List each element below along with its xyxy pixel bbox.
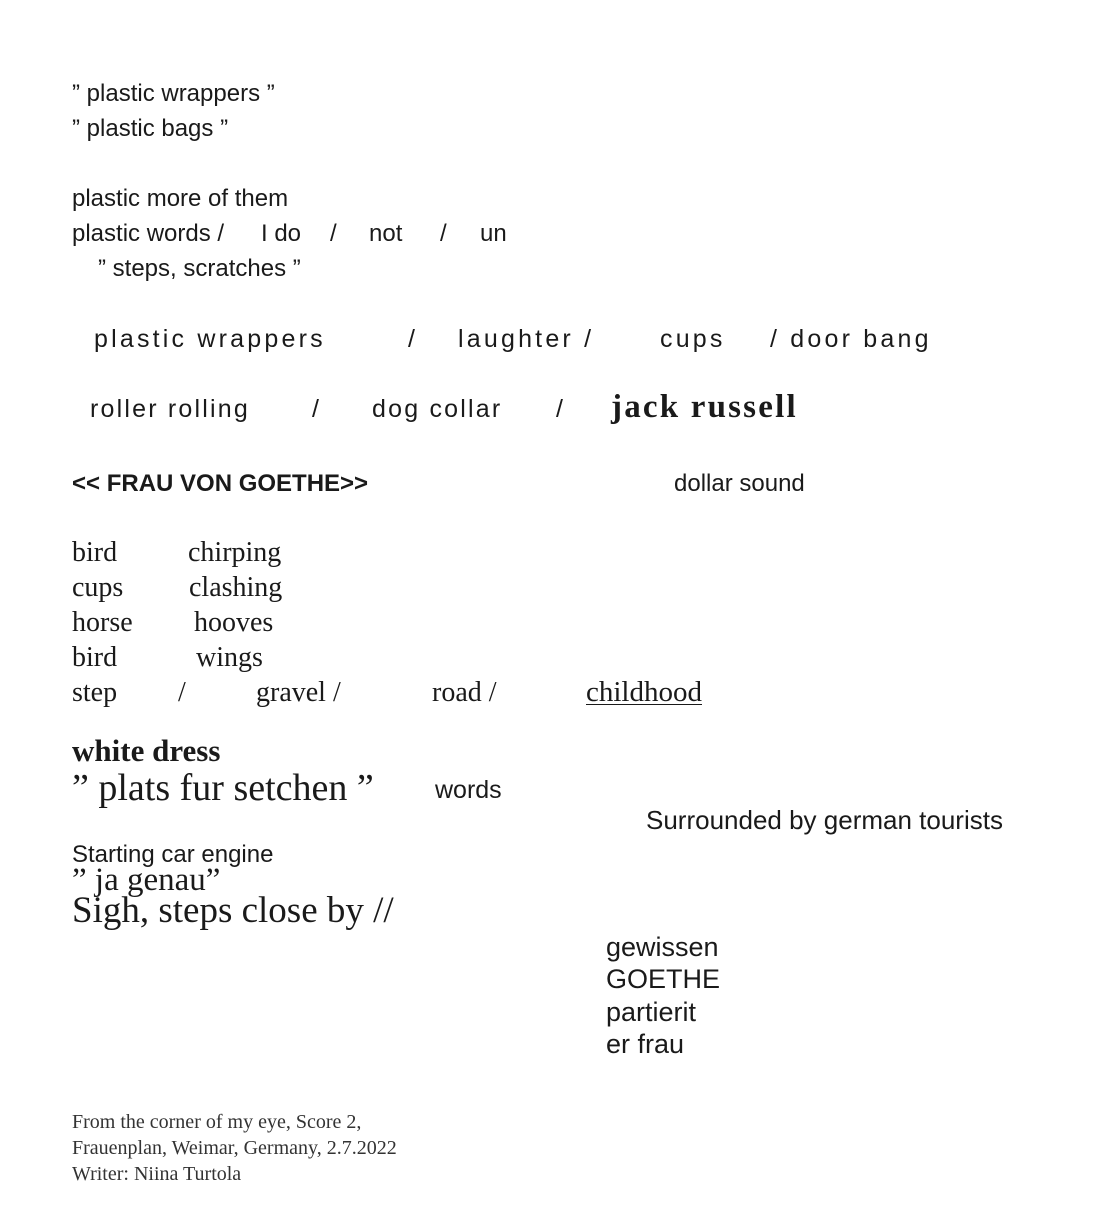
white-dress: white dress [72, 733, 221, 768]
goethe: GOETHE [606, 964, 721, 994]
plastic-words-c: / [330, 220, 337, 247]
step-row-a: step [72, 677, 118, 708]
credits-writer: Writer: Niina Turtola [72, 1163, 242, 1185]
plastic-words-e: / [440, 220, 447, 247]
er-frau: er frau [606, 1029, 685, 1059]
pair-right-3: hooves [194, 607, 274, 638]
row-wrappers-d: cups [660, 325, 726, 353]
step-row-c: gravel / [256, 677, 341, 708]
credits-title: From the corner of my eye, Score 2, [72, 1111, 362, 1133]
row-wrappers-b: / [408, 325, 415, 353]
pair-right-4: wings [196, 642, 263, 673]
childhood: childhood [586, 676, 702, 708]
plats-fur-setchen: ” plats fur setchen ” [72, 767, 374, 809]
surrounded-by-german-tourists: Surrounded by german tourists [646, 805, 1003, 835]
plastic-wrappers-quote: ” plastic wrappers ” [72, 80, 275, 107]
row-wrappers-a: plastic wrappers [94, 325, 326, 353]
row-wrappers-c: laughter / [458, 325, 595, 353]
steps-scratches-quote: ” steps, scratches ” [98, 255, 301, 282]
gewissen: gewissen [606, 932, 719, 962]
step-row-d: road / [432, 677, 497, 708]
frau-von-goethe-heading: << FRAU VON GOETHE>> [72, 470, 369, 497]
pair-left-4: bird [72, 642, 118, 673]
dollar-sound: dollar sound [674, 470, 805, 497]
row-roller-d: / [556, 395, 563, 423]
plastic-more-line: plastic more of them [72, 185, 289, 212]
plastic-words-f: un [480, 220, 507, 247]
plastic-bags-quote: ” plastic bags ” [72, 115, 229, 142]
row-roller-c: dog collar [372, 395, 503, 423]
row-roller-a: roller rolling [90, 395, 251, 423]
plastic-words-b: I do [261, 220, 302, 247]
partierit: partierit [606, 997, 697, 1027]
pair-left-3: horse [72, 607, 133, 638]
pair-right-2: clashing [189, 572, 283, 603]
plastic-words-d: not [369, 220, 403, 247]
pair-left-2: cups [72, 572, 124, 603]
plastic-words-a: plastic words / [72, 220, 225, 247]
row-wrappers-e: / door bang [770, 325, 932, 353]
credits-place: Frauenplan, Weimar, Germany, 2.7.2022 [72, 1137, 397, 1159]
sigh-steps-close-by: Sigh, steps close by // [72, 890, 394, 931]
ja-genau: ” ja genau” [72, 862, 221, 898]
jack-russell: jack russell [611, 389, 798, 425]
row-roller-b: / [312, 395, 319, 423]
step-row-b: / [178, 677, 186, 708]
pair-left-1: bird [72, 537, 118, 568]
starting-car-engine: Starting car engine [72, 841, 274, 868]
pair-right-1: chirping [188, 537, 282, 568]
words: words [435, 776, 502, 804]
